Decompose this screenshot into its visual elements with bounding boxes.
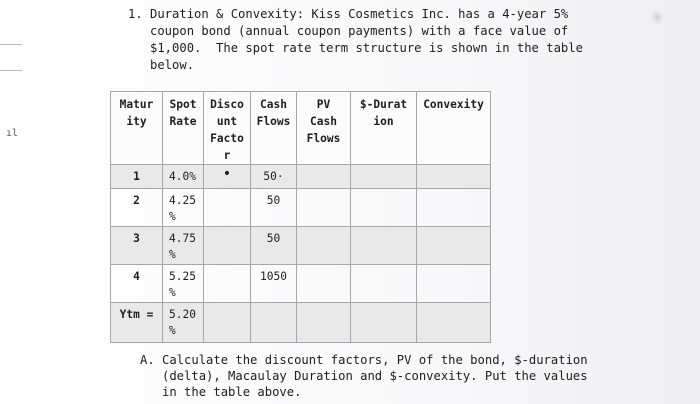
maturity-cell: 4 (111, 265, 163, 303)
margin-line (0, 70, 22, 71)
table-row (111, 227, 491, 265)
margin-marks (0, 0, 40, 404)
ytm-row (111, 303, 491, 343)
instruction-text: A. Calculate the discount factors, PV of the bond, $-duration (delta), Macaulay Duration and $-convexity. Put the values in the table above. (140, 353, 588, 399)
page-smudge (650, 10, 664, 24)
discount-factor-cell (204, 189, 251, 227)
spot-rate-cell: 4.25 % (163, 189, 204, 227)
ytm-value: 5.20 % (163, 303, 204, 343)
cash-flow-cell: 1050 (251, 265, 297, 303)
table-row (111, 165, 491, 189)
discount-factor-cell (204, 265, 251, 303)
margin-line (0, 44, 22, 45)
empty-cell (417, 303, 491, 343)
cash-flow-cell: 50· (251, 165, 297, 189)
convexity-cell (417, 265, 491, 303)
spot-rate-cell: 4.75 % (163, 227, 204, 265)
pv-cell (297, 165, 351, 189)
duration-cell (351, 265, 417, 303)
header-discount-factor: Disco unt Facto r (204, 92, 251, 165)
header-dollar-duration: $-Durat ion (351, 92, 417, 165)
header-pv-cash-flows: PV Cash Flows (297, 92, 351, 165)
spot-rate-cell: 5.25 % (163, 265, 204, 303)
empty-cell (204, 303, 251, 343)
maturity-cell: 2 (111, 189, 163, 227)
maturity-cell: 3 (111, 227, 163, 265)
table-row (111, 189, 491, 227)
pv-cell (297, 265, 351, 303)
header-convexity: Convexity (417, 92, 491, 165)
table-row (111, 265, 491, 303)
header-spot-rate: Spot Rate (163, 92, 204, 165)
header-maturity: Matur ity (111, 92, 163, 165)
empty-cell (251, 303, 297, 343)
bond-table (110, 91, 491, 343)
convexity-cell (417, 189, 491, 227)
ytm-label: Ytm = (111, 303, 163, 343)
empty-cell (297, 303, 351, 343)
pv-cell (297, 227, 351, 265)
convexity-cell (417, 165, 491, 189)
discount-factor-cell (204, 227, 251, 265)
empty-cell (351, 303, 417, 343)
pv-cell (297, 189, 351, 227)
duration-cell (351, 189, 417, 227)
cash-flow-cell: 50 (251, 227, 297, 265)
question-text: 1. Duration & Convexity: Kiss Cosmetics Inc. has a 4-year 5% coupon bond (annual coupon payments) with a face value of $1,000. The spot rate term structure is shown in the table below. (128, 7, 583, 72)
cash-flow-cell: 50 (251, 189, 297, 227)
convexity-cell (417, 227, 491, 265)
maturity-cell: 1 (111, 165, 163, 189)
margin-tick: ıl (6, 128, 19, 139)
table-header-row (111, 92, 491, 165)
duration-cell (351, 227, 417, 265)
discount-factor-cell: • (204, 165, 251, 189)
duration-cell (351, 165, 417, 189)
header-cash-flows: Cash Flows (251, 92, 297, 165)
spot-rate-cell: 4.0% (163, 165, 204, 189)
